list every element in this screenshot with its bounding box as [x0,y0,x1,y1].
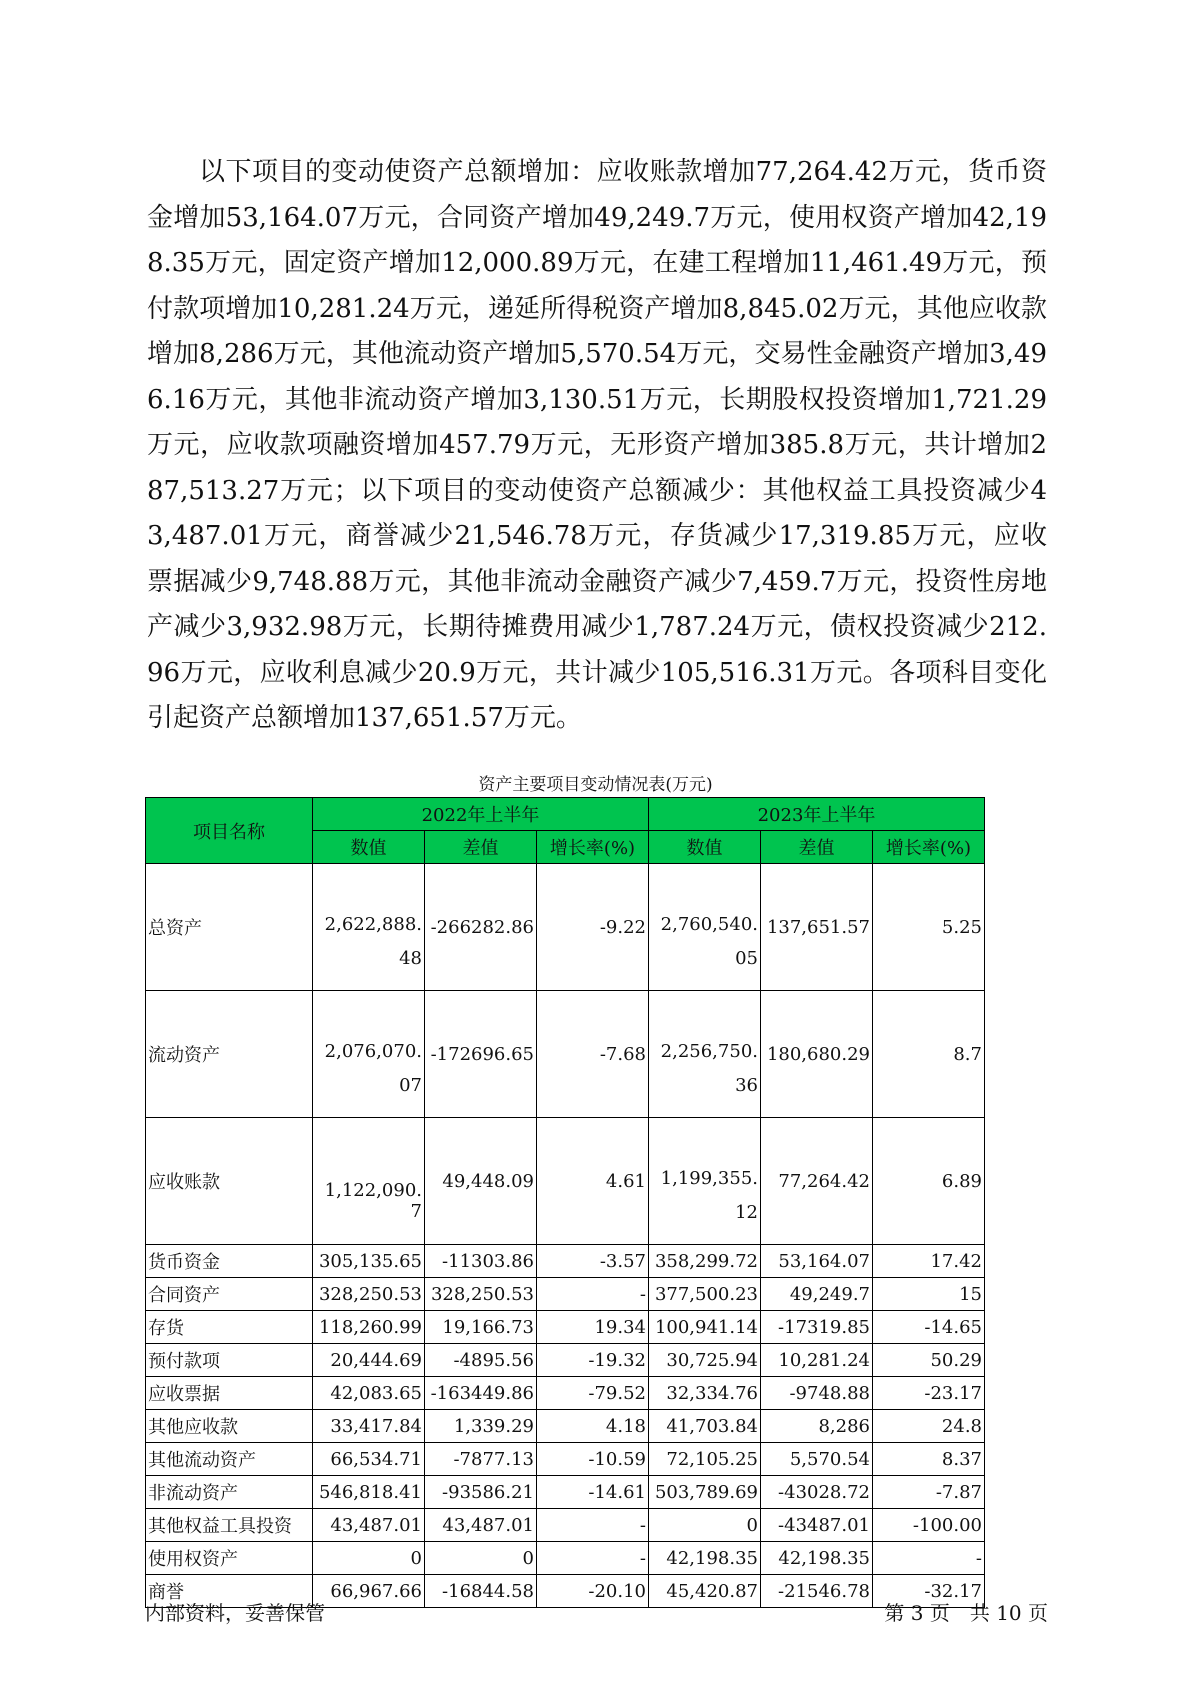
diff-2022: -11303.86 [425,1245,537,1278]
row-name: 合同资产 [146,1278,313,1311]
value-2023: 2,256,750.36 [649,991,761,1118]
row-name: 其他应收款 [146,1410,313,1443]
value-2022: 305,135.65 [313,1245,425,1278]
header-value-2022: 数值 [313,831,425,864]
table-row [146,1278,985,1311]
diff-2023: 53,164.07 [761,1245,873,1278]
diff-2022: -4895.56 [425,1344,537,1377]
footer-page-number [884,1597,1048,1626]
value-2022: 2,622,888.48 [313,864,425,991]
rate-2022: - [537,1542,649,1575]
header-period-2022: 2022年上半年 [313,798,649,831]
value-2023: 1,199,355.12 [649,1118,761,1245]
value-2022: 118,260.99 [313,1311,425,1344]
diff-2022: -93586.21 [425,1476,537,1509]
rate-2022: -10.59 [537,1443,649,1476]
table-row [146,1443,985,1476]
value-2022: 328,250.53 [313,1278,425,1311]
diff-2023: -43487.01 [761,1509,873,1542]
value-2022: 43,487.01 [313,1509,425,1542]
diff-2023: 10,281.24 [761,1344,873,1377]
diff-2022: 328,250.53 [425,1278,537,1311]
page-prefix: 第 [884,1601,905,1625]
rate-2023: 8.37 [873,1443,985,1476]
header-value-2023: 数值 [649,831,761,864]
row-name: 总资产 [146,864,313,991]
value-2022: 66,534.71 [313,1443,425,1476]
table-row [146,1509,985,1542]
diff-2023: -17319.85 [761,1311,873,1344]
table-row [146,991,985,1118]
table-caption: 资产主要项目变动情况表(万元) [478,775,713,795]
body-paragraph: 以下项目的变动使资产总额增加：应收账款增加77,264.42万元，货币资金增加53,164.07万元，合同资产增加49,249.7万元，使用权资产增加42,198.35万元，固定资产增加12,000.89万元，在建工程增加11,461.49万元，预付款项增加10,281.24万元，递延所得税资产增加8,845.02万元，其他应收款增加8,286万元，其他流动资产增加5,570.54万元，交易性金融资产增加3,496.16万元，其他非流动资产增加3,130.51万元，长期股权投资增加1,721.29万元，应收款项融资增加457.79万元，无形资产增加385.8万元，共计增加287,513.27万元；以下项目的变动使资产总额减少：其他权益工具投资减少43,487.01万元，商誉减少21,546.78万元，存货减少17,319.85万元，应收票据减少9,748.88万元，其他非流动金融资产减少7,459.7万元，投资性房地产减少3,932.98万元，长期待摊费用减少1,787.24万元，债权投资减少212.96万元，应收利息减少20.9万元，共计减少105,516.31万元。各项科目变化引起资产总额增加137,651.57万元。 [147,157,1047,733]
diff-2023: 180,680.29 [761,991,873,1118]
row-name: 商誉 [146,1575,313,1608]
value-2023: 377,500.23 [649,1278,761,1311]
diff-2023: -43028.72 [761,1476,873,1509]
value-2022: 42,083.65 [313,1377,425,1410]
rate-2022: -20.10 [537,1575,649,1608]
rate-2022: -3.57 [537,1245,649,1278]
value-2022: 20,444.69 [313,1344,425,1377]
value-2023: 72,105.25 [649,1443,761,1476]
table-row [146,1542,985,1575]
page-mid: 页 共 [929,1601,990,1625]
value-2023: 358,299.72 [649,1245,761,1278]
table-row [146,1245,985,1278]
rate-2023: 17.42 [873,1245,985,1278]
rate-2023: 15 [873,1278,985,1311]
diff-2022: -172696.65 [425,991,537,1118]
diff-2022: -7877.13 [425,1443,537,1476]
rate-2022: 4.61 [537,1118,649,1245]
value-2023: 0 [649,1509,761,1542]
rate-2022: 4.18 [537,1410,649,1443]
value-2023: 42,198.35 [649,1542,761,1575]
header-period-2023: 2023年上半年 [649,798,985,831]
diff-2022: 1,339.29 [425,1410,537,1443]
diff-2023: -21546.78 [761,1575,873,1608]
value-2022: 0 [313,1542,425,1575]
value-2023: 503,789.69 [649,1476,761,1509]
table-row [146,1377,985,1410]
diff-2023: 8,286 [761,1410,873,1443]
value-2023: 30,725.94 [649,1344,761,1377]
table-row [146,1410,985,1443]
value-2022: 66,967.66 [313,1575,425,1608]
row-name: 预付款项 [146,1344,313,1377]
header-item-name: 项目名称 [146,798,313,864]
value-2023: 2,760,540.05 [649,864,761,991]
value-2023: 100,941.14 [649,1311,761,1344]
diff-2022: -266282.86 [425,864,537,991]
rate-2022: -19.32 [537,1344,649,1377]
rate-2022: - [537,1278,649,1311]
row-name: 应收账款 [146,1118,313,1245]
rate-2023: 8.7 [873,991,985,1118]
row-name: 非流动资产 [146,1476,313,1509]
row-name: 流动资产 [146,991,313,1118]
rate-2023: 50.29 [873,1344,985,1377]
value-2022: 1,122,090.7 [313,1118,425,1245]
diff-2022: 49,448.09 [425,1118,537,1245]
current-page: 3 [910,1601,924,1625]
rate-2023: 5.25 [873,864,985,991]
value-2023: 41,703.84 [649,1410,761,1443]
header-diff-2022: 差值 [425,831,537,864]
rate-2022: -9.22 [537,864,649,991]
value-2023: 32,334.76 [649,1377,761,1410]
header-rate-2023: 增长率(%) [873,831,985,864]
table-row [146,864,985,991]
row-name: 货币资金 [146,1245,313,1278]
diff-2023: 5,570.54 [761,1443,873,1476]
value-2023: 45,420.87 [649,1575,761,1608]
value-2022: 33,417.84 [313,1410,425,1443]
diff-2023: 49,249.7 [761,1278,873,1311]
row-name: 应收票据 [146,1377,313,1410]
diff-2022: 43,487.01 [425,1509,537,1542]
rate-2023: -32.17 [873,1575,985,1608]
rate-2023: -14.65 [873,1311,985,1344]
rate-2023: - [873,1542,985,1575]
row-name: 其他流动资产 [146,1443,313,1476]
page-suffix: 页 [1028,1601,1048,1625]
diff-2022: -163449.86 [425,1377,537,1410]
value-2022: 546,818.41 [313,1476,425,1509]
value-2022: 2,076,070.07 [313,991,425,1118]
diff-2023: 137,651.57 [761,864,873,991]
diff-2023: -9748.88 [761,1377,873,1410]
rate-2023: -100.00 [873,1509,985,1542]
diff-2022: 19,166.73 [425,1311,537,1344]
diff-2022: 0 [425,1542,537,1575]
rate-2023: -23.17 [873,1377,985,1410]
table-row [146,1311,985,1344]
table-row [146,1344,985,1377]
rate-2022: -79.52 [537,1377,649,1410]
row-name: 使用权资产 [146,1542,313,1575]
rate-2022: -7.68 [537,991,649,1118]
diff-2023: 42,198.35 [761,1542,873,1575]
rate-2022: - [537,1509,649,1542]
diff-2023: 77,264.42 [761,1118,873,1245]
total-pages: 10 [996,1601,1022,1625]
asset-change-table [145,797,985,1608]
rate-2022: -14.61 [537,1476,649,1509]
header-rate-2022: 增长率(%) [537,831,649,864]
row-name: 其他权益工具投资 [146,1509,313,1542]
table-row [146,1476,985,1509]
footer-confidential-note: 内部资料，妥善保管 [145,1601,325,1625]
rate-2022: 19.34 [537,1311,649,1344]
rate-2023: -7.87 [873,1476,985,1509]
header-diff-2023: 差值 [761,831,873,864]
table-row [146,1118,985,1245]
rate-2023: 6.89 [873,1118,985,1245]
rate-2023: 24.8 [873,1410,985,1443]
diff-2022: -16844.58 [425,1575,537,1608]
row-name: 存货 [146,1311,313,1344]
